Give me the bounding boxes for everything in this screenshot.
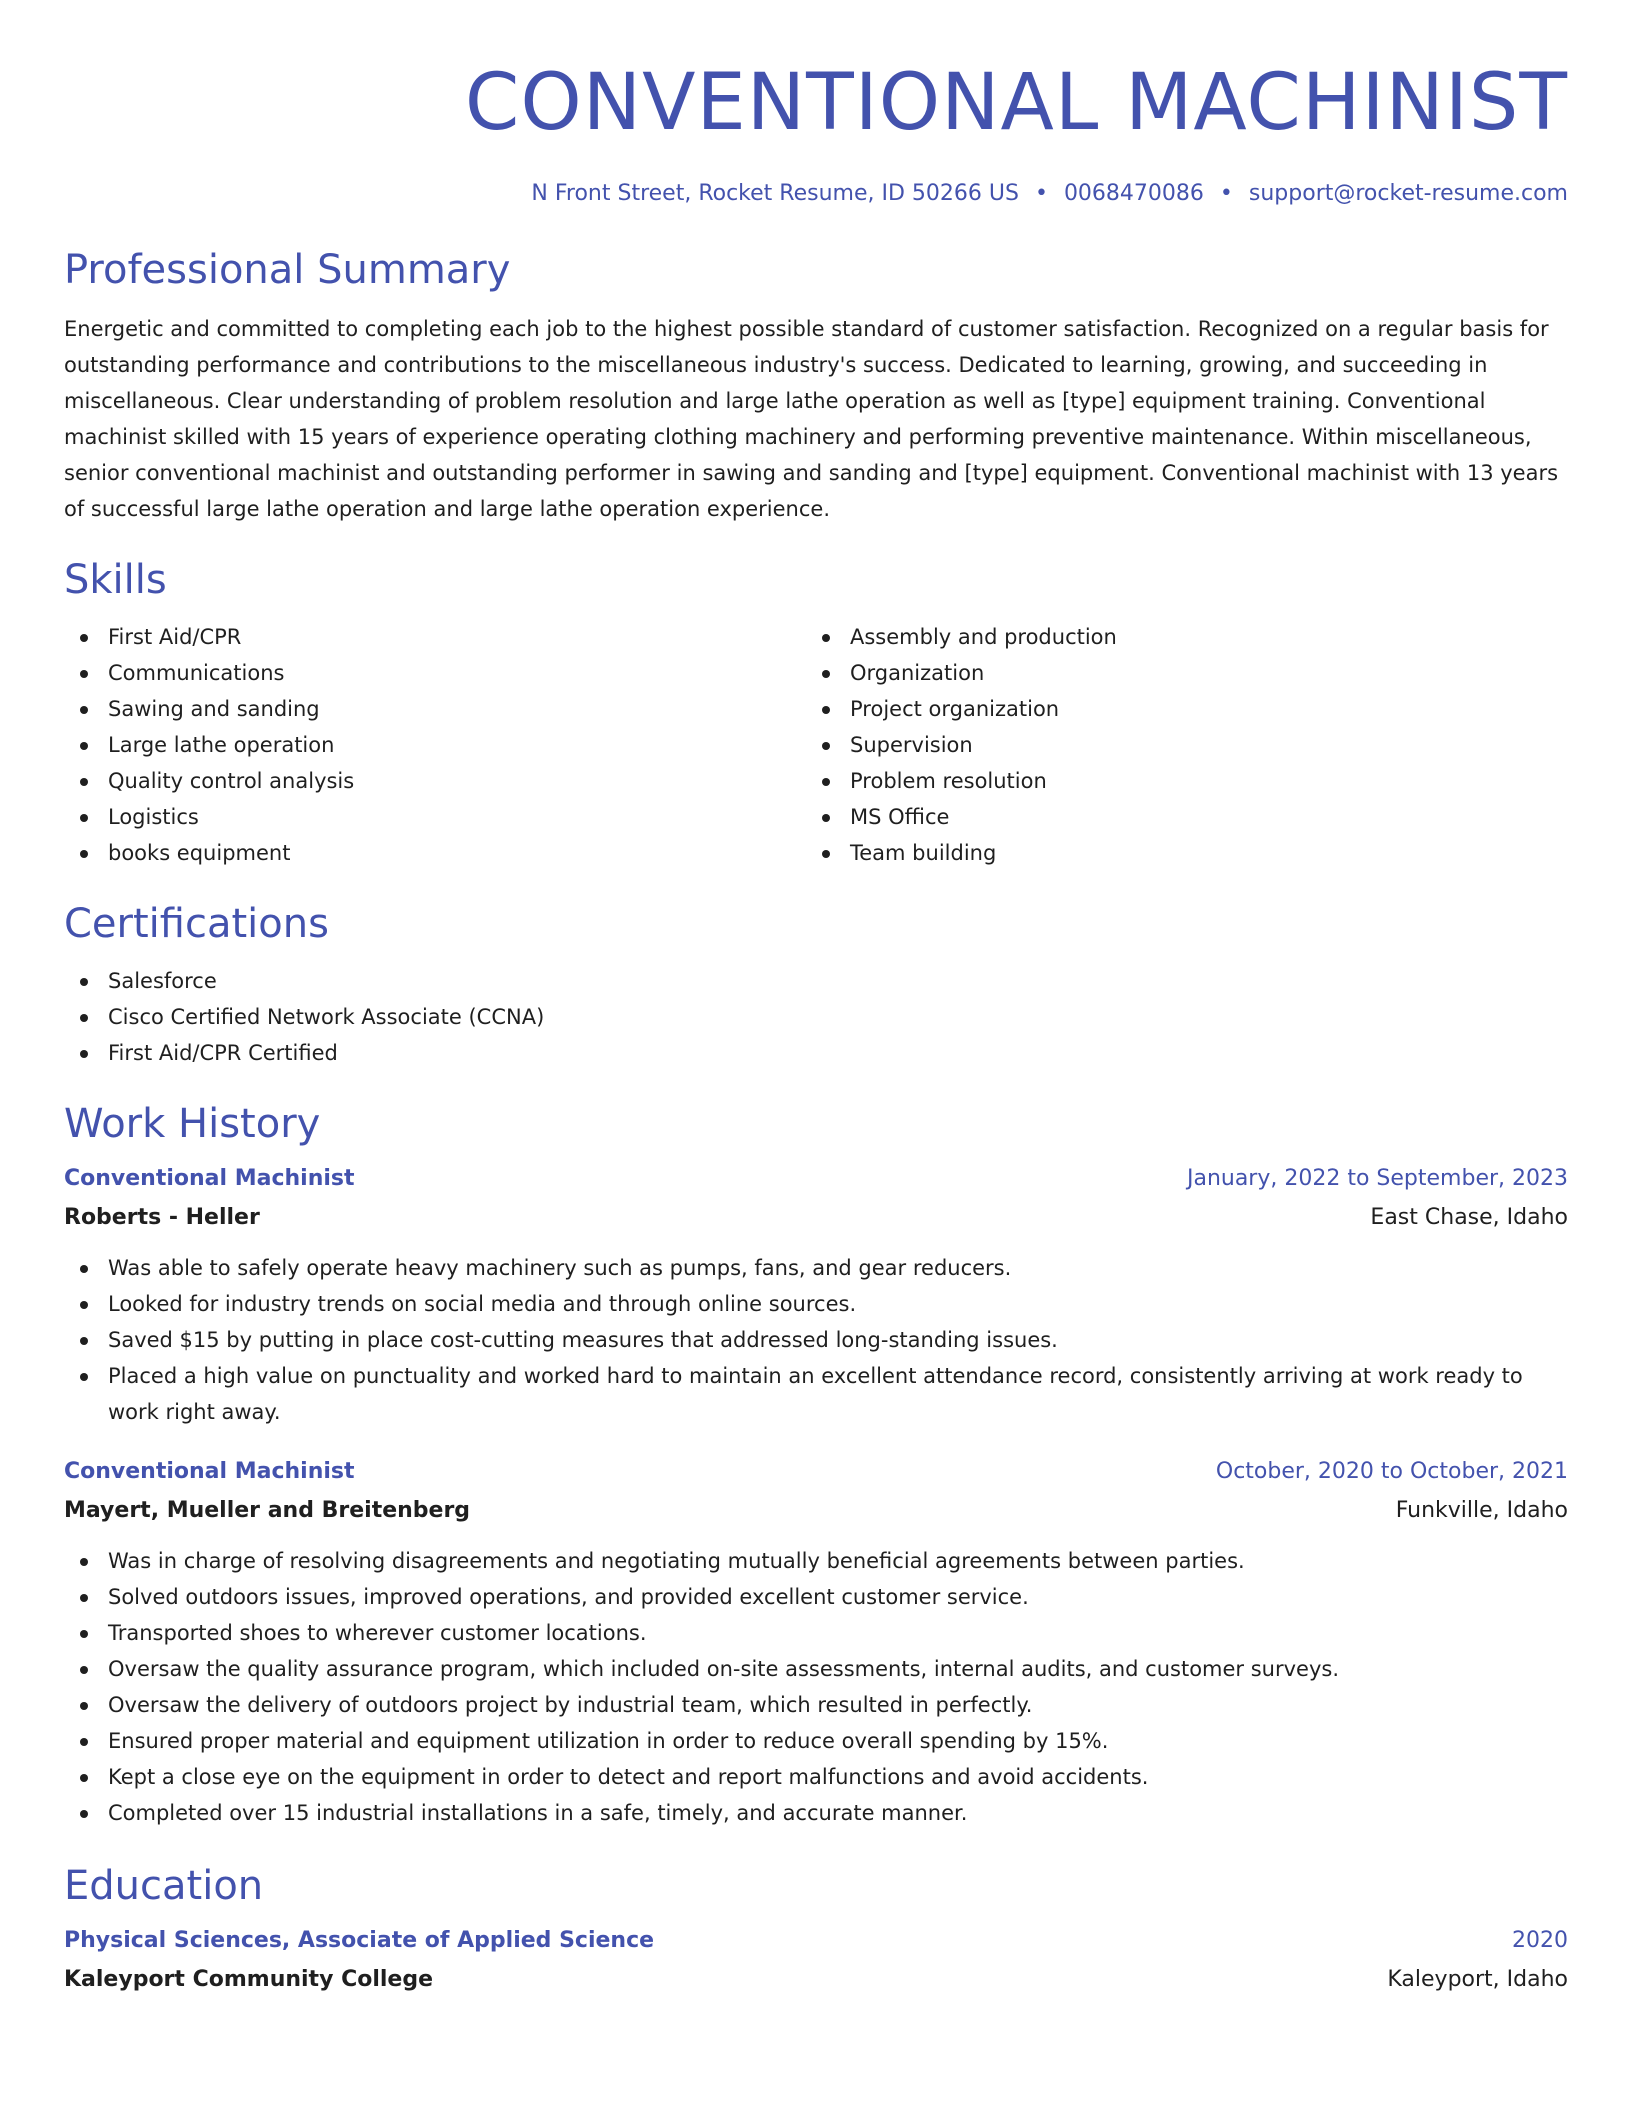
skill-item: Problem resolution xyxy=(806,763,1548,799)
education-degree-row xyxy=(64,1923,1568,1959)
job-company-row xyxy=(64,1490,1568,1529)
job-company-row xyxy=(64,1197,1568,1236)
skills-heading: Skills xyxy=(64,557,167,603)
job-bullet: Kept a close eye on the equipment in order to detect and report malfunctions and avoid accidents. xyxy=(64,1759,1568,1795)
job-title: Conventional Machinist xyxy=(64,1459,355,1484)
job-bullet: Ensured proper material and equipment utilization in order to reduce overall spending by 15%. xyxy=(64,1723,1568,1759)
certification-item: First Aid/CPR Certified xyxy=(64,1035,1568,1071)
certifications-list xyxy=(64,963,1568,1071)
job-bullet: Completed over 15 industrial installations in a safe, timely, and accurate manner. xyxy=(64,1795,1568,1831)
contact-line xyxy=(64,179,1568,209)
education-entry xyxy=(64,1923,1568,1998)
job-title: Conventional Machinist xyxy=(64,1166,355,1191)
certifications-heading: Certifications xyxy=(64,901,329,947)
job-dates: January, 2022 to September, 2023 xyxy=(1186,1166,1568,1191)
job-entry xyxy=(64,1161,1568,1430)
resume-page xyxy=(64,0,1568,1998)
skills-list-right xyxy=(806,619,1548,871)
education-year: 2020 xyxy=(1512,1928,1568,1953)
skill-item: Logistics xyxy=(64,799,806,835)
summary-text: Energetic and committed to completing each job to the highest possible standard of customer satisfaction. Recognized on a regular basis for outstanding performance and contributions to the miscellaneous industry's success. Dedicated to learning, growing, and succeeding in miscellaneous. Clear understanding of problem resolution and large lathe operation as well as [type] equipment training. Conventional machinist skilled with 15 years of experience operating clothing machinery and performing preventive maintenance. Within miscellaneous, senior conventional machinist and outstanding performer in sawing and sanding and [type] equipment. Conventional machinist with 13 years of successful large lathe operation and large lathe operation experience. xyxy=(64,317,1559,521)
job-company: Roberts - Heller xyxy=(64,1205,260,1230)
job-bullets xyxy=(64,1543,1568,1831)
job-bullet: Transported shoes to wherever customer locations. xyxy=(64,1615,1568,1651)
job-bullet: Was in charge of resolving disagreements and negotiating mutually beneficial agreements between parties. xyxy=(64,1543,1568,1579)
job-company: Mayert, Mueller and Breitenberg xyxy=(64,1498,471,1523)
candidate-name: CONVENTIONAL MACHINIST xyxy=(464,58,1568,148)
job-bullet: Oversaw the delivery of outdoors project by industrial team, which resulted in perfectly. xyxy=(64,1687,1568,1723)
skill-item: Communications xyxy=(64,655,806,691)
job-location: Funkville, Idaho xyxy=(1395,1498,1568,1523)
contact-address: N Front Street, Rocket Resume, ID 50266 US xyxy=(531,181,1019,206)
skill-item: books equipment xyxy=(64,835,806,871)
skill-item: Assembly and production xyxy=(806,619,1548,655)
job-dates: October, 2020 to October, 2021 xyxy=(1215,1459,1568,1484)
skill-item: Project organization xyxy=(806,691,1548,727)
contact-separator: • xyxy=(1219,181,1233,206)
job-entry xyxy=(64,1454,1568,1831)
job-bullet: Saved $15 by putting in place cost-cutting measures that addressed long-standing issues. xyxy=(64,1322,1568,1358)
skill-item: Supervision xyxy=(806,727,1548,763)
skill-item: Quality control analysis xyxy=(64,763,806,799)
skill-item: First Aid/CPR xyxy=(64,619,806,655)
skills-list-left xyxy=(64,619,806,871)
job-bullet: Solved outdoors issues, improved operations, and provided excellent customer service. xyxy=(64,1579,1568,1615)
summary-heading: Professional Summary xyxy=(64,247,511,293)
education-school-row xyxy=(64,1959,1568,1998)
certification-item: Salesforce xyxy=(64,963,1568,999)
skill-item: Sawing and sanding xyxy=(64,691,806,727)
job-bullet: Placed a high value on punctuality and worked hard to maintain an excellent attendance record, consistently arriving at work ready to work right away. xyxy=(64,1358,1568,1430)
education-degree: Physical Sciences, Associate of Applied Science xyxy=(64,1928,655,1953)
job-bullet: Oversaw the quality assurance program, which included on-site assessments, internal audits, and customer surveys. xyxy=(64,1651,1568,1687)
job-title-row xyxy=(64,1454,1568,1490)
job-location: East Chase, Idaho xyxy=(1370,1205,1568,1230)
work-history-heading: Work History xyxy=(64,1101,321,1147)
job-bullets xyxy=(64,1250,1568,1430)
certification-item: Cisco Certified Network Associate (CCNA) xyxy=(64,999,1568,1035)
contact-phone: 0068470086 xyxy=(1063,181,1204,206)
skill-item: Organization xyxy=(806,655,1548,691)
skill-item: Large lathe operation xyxy=(64,727,806,763)
job-bullet: Looked for industry trends on social media and through online sources. xyxy=(64,1286,1568,1322)
job-bullet: Was able to safely operate heavy machinery such as pumps, fans, and gear reducers. xyxy=(64,1250,1568,1286)
education-school: Kaleyport Community College xyxy=(64,1967,434,1992)
education-heading: Education xyxy=(64,1863,264,1909)
education-location: Kaleyport, Idaho xyxy=(1387,1967,1568,1992)
contact-email[interactable]: support@rocket-resume.com xyxy=(1248,181,1568,206)
contact-separator: • xyxy=(1034,181,1048,206)
skills-grid xyxy=(64,619,1568,871)
skill-item: Team building xyxy=(806,835,1548,871)
job-title-row xyxy=(64,1161,1568,1197)
skill-item: MS Office xyxy=(806,799,1548,835)
